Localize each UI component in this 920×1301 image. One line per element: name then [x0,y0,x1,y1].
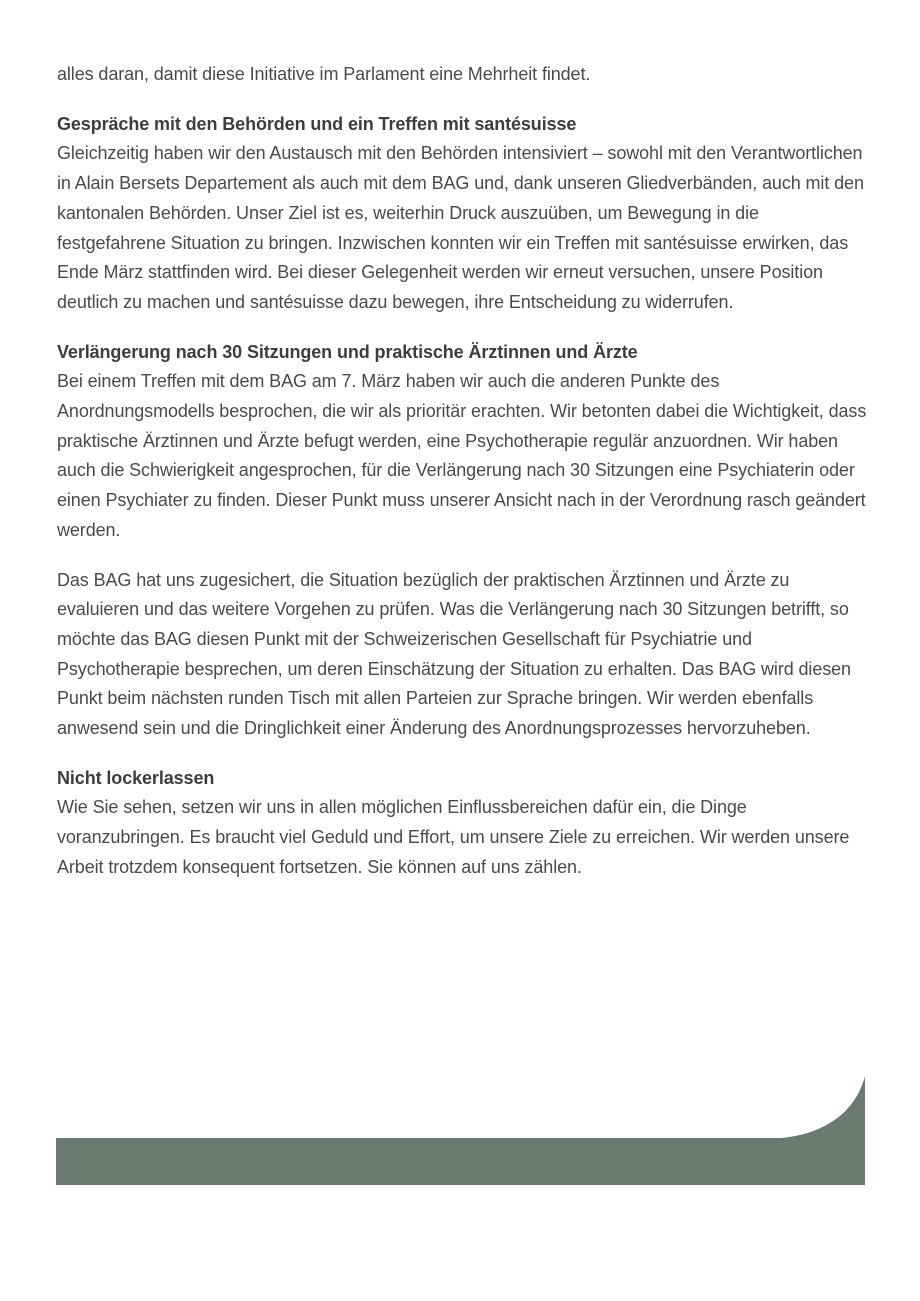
section-heading-persistence: Nicht lockerlassen [57,767,215,788]
section-extension [57,338,867,546]
footer-wave-shape [56,1076,865,1185]
intro-paragraph [57,60,867,90]
section-heading-authorities: Gespräche mit den Behörden und ein Treffen mit santésuisse [57,113,577,134]
section-body-authorities: Gleichzeitig haben wir den Austausch mit den Behörden intensiviert – sowohl mit den Verantwortlichen in Alain Bersets Departement als auch mit dem BAG und, dank unseren Gliedverbänden, auch mit den kantonalen Behörden. Unser Ziel ist es, weiterhin Druck auszuüben, um Bewegung in die festgefahrene Situation zu bringen. Inzwischen konnten wir ein Treffen mit santésuisse erwirken, das Ende März stattfinden wird. Bei dieser Gelegenheit werden wir erneut versuchen, unsere Position deutlich zu machen und santésuisse dazu bewegen, ihre Entscheidung zu widerrufen. [57,143,864,312]
section-body-bag-response: Das BAG hat uns zugesichert, die Situation bezüglich der praktischen Ärztinnen und Ärzte zu evaluieren und das weitere Vorgehen zu prüfen. Was die Verlängerung nach 30 Sitzungen betrifft, so möchte das BAG diesen Punkt mit der Schweizerischen Gesellschaft für Psychiatrie und Psychotherapie besprechen, um deren Einschätzung der Situation zu erhalten. Das BAG wird diesen Punkt beim nächsten runden Tisch mit allen Parteien zur Sprache bringen. Wir werden ebenfalls anwesend sein und die Dringlichkeit einer Änderung des Anordnungsprozesses hervorzuheben. [57,569,851,739]
section-body-persistence: Wie Sie sehen, setzen wir uns in allen möglichen Einflussbereichen dafür ein, die Dinge voranzubringen. Es braucht viel Geduld und Effort, um unsere Ziele zu erreichen. Wir werden unsere Arbeit trotzdem konsequent fortsetzen. Sie können auf uns zählen. [57,797,850,877]
section-bag-response [57,566,867,744]
document-body [57,60,867,903]
section-heading-extension: Verlängerung nach 30 Sitzungen und praktische Ärztinnen und Ärzte [57,341,638,362]
section-persistence [57,764,867,883]
section-body-extension: Bei einem Treffen mit dem BAG am 7. März haben wir auch die anderen Punkte des Anordnungsmodells besprochen, die wir als prioritär erachten. Wir betonten dabei die Wichtigkeit, dass praktische Ärztinnen und Ärzte befugt werden, eine Psychotherapie regulär anzuordnen. Wir haben auch die Schwierigkeit angesprochen, für die Verlängerung nach 30 Sitzungen eine Psychiaterin oder einen Psychiater zu finden. Dieser Punkt muss unserer Ansicht nach in der Verordnung rasch geändert werden. [57,371,867,540]
intro-text: alles daran, damit diese Initiative im Parlament eine Mehrheit findet. [57,64,591,84]
section-authorities [57,110,867,318]
footer-decorative-band [56,1076,865,1185]
